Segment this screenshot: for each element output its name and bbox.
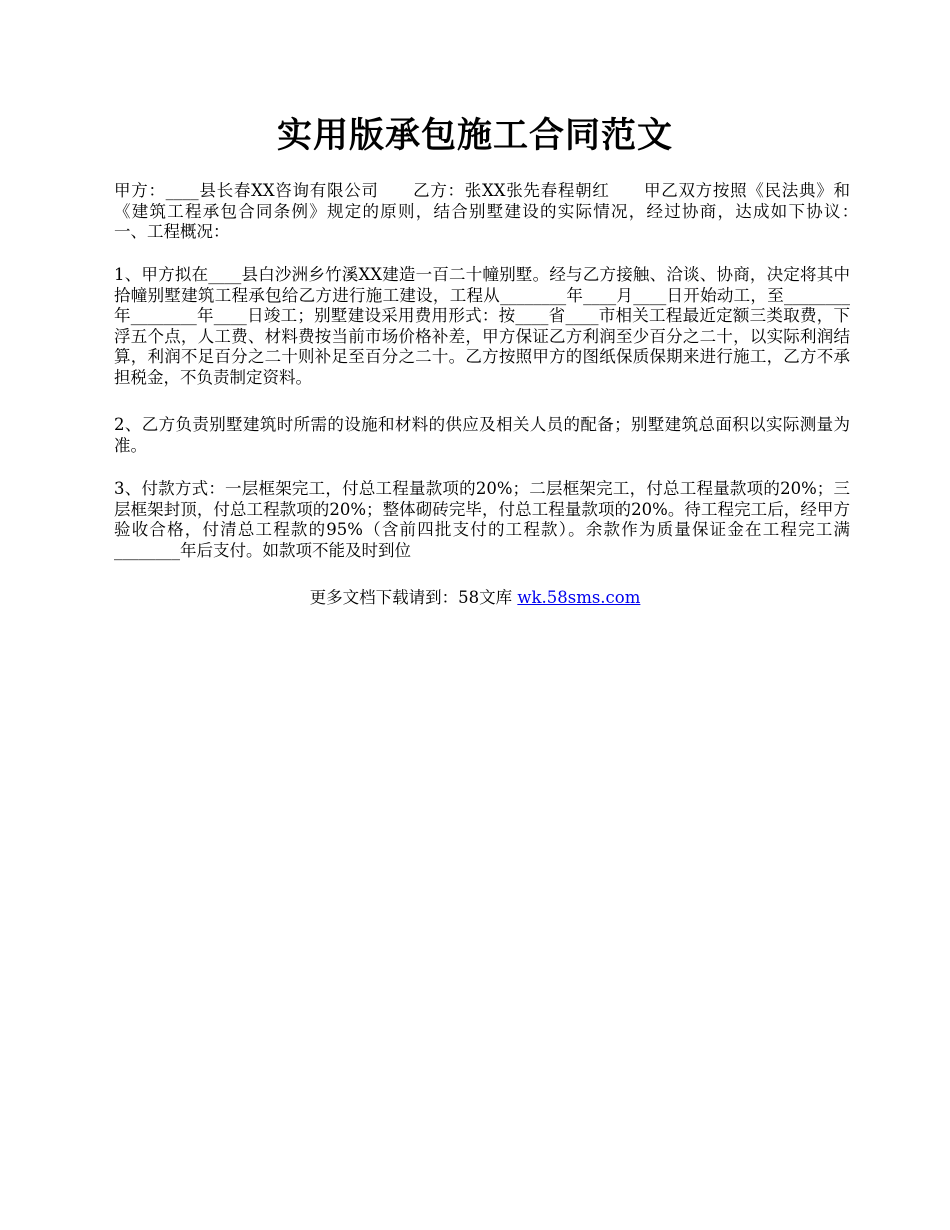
contract-intro-paragraph: 甲方：____县长春XX咨询有限公司 乙方：张XX张先春程朝红 甲乙双方按照《民法典》和《建筑工程承包合同条例》规定的原则，结合别墅建设的实际情况，经过协商，达成如下协议： 一、工程概况： [114, 181, 883, 241]
clause-1-paragraph: 1、甲方拟在____县白沙洲乡竹溪XX建造一百二十幢别墅。经与乙方接触、洽谈、协商，决定将其中拾幢别墅建筑工程承包给乙方进行施工建设，工程从________年____月____日开始动工，至________年________年____日竣工；别墅建设采用费用形式：按____省____市相关工程最近定额三类取费，下浮五个点，人工费、材料费按当前市场价格补差，甲方保证乙方利润至少百分之二十，以实际利润结算，利润不足百分之二十则补足至百分之二十。乙方按照甲方的图纸保质保期来进行施工，乙方不承担税金，不负责制定资料。 [114, 265, 850, 387]
clause-3-paragraph: 3、付款方式：一层框架完工，付总工程量款项的20%；二层框架完工，付总工程量款项的20%；三层框架封顶，付总工程款项的20%；整体砌砖完毕，付总工程量款项的20%。待工程完工后，经甲方验收合格，付清总工程款的95%（含前四批支付的工程款）。余款作为质量保证金在工程完工满________年后支付。如款项不能及时到位 [114, 479, 850, 560]
clause-2-paragraph: 2、乙方负责别墅建筑时所需的设施和材料的供应及相关人员的配备；别墅建筑总面积以实际测量为准。 [114, 415, 850, 455]
download-footer [0, 587, 950, 609]
footer-text: 更多文档下载请到：58文库 [309, 588, 518, 607]
document-title: 实用版承包施工合同范文 [276, 115, 673, 156]
footer-link[interactable]: wk.58sms.com [517, 588, 641, 607]
